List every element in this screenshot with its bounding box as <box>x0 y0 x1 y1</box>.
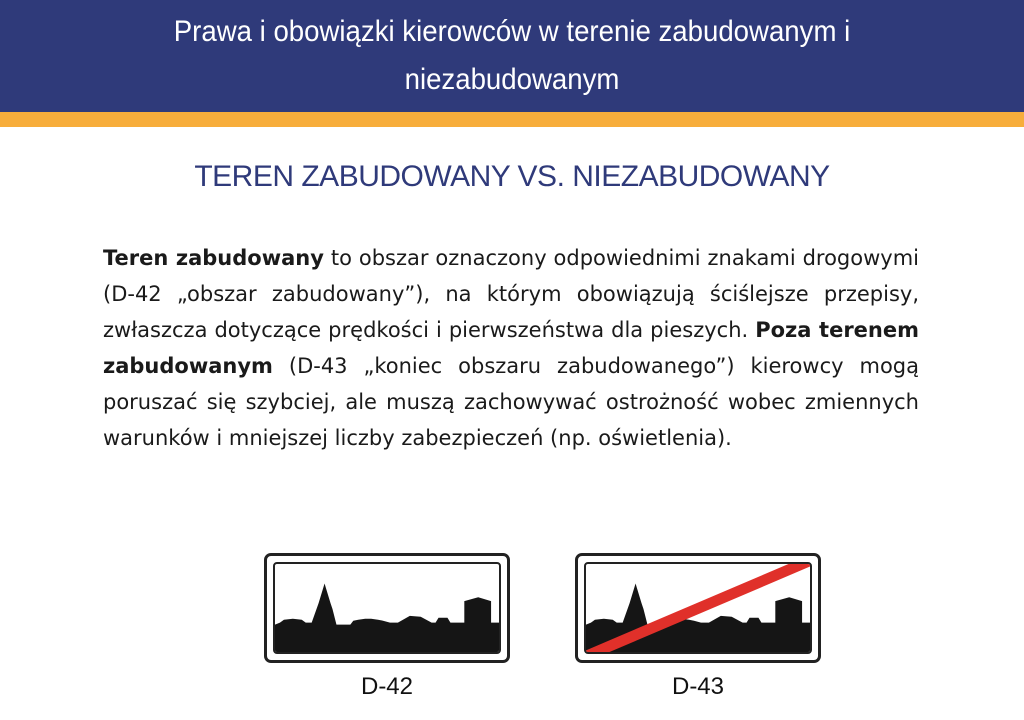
built-up-area-sign-icon <box>273 562 501 654</box>
paragraph-text-2: (D-43 „koniec obszaru zabudowanego”) kierowcy mogą poruszać się szybciej, ale muszą zachowywać ostrożność wobec zmiennych warunków i mniejszej liczby zabezpieczeń (np. oświetlenia). <box>103 354 919 450</box>
body-paragraph <box>103 240 919 456</box>
accent-stripe <box>0 112 1024 127</box>
sign-d43-label: D-43 <box>671 673 725 700</box>
sign-d42 <box>264 553 510 663</box>
section-heading: TEREN ZABUDOWANY VS. NIEZABUDOWANY <box>194 160 830 193</box>
term-built-up: Teren zabudowany <box>103 246 324 270</box>
sign-d43 <box>575 553 821 663</box>
town-silhouette-icon <box>275 564 499 652</box>
term-outside-built-up: Poza terenem zabudowanym <box>103 318 919 378</box>
paragraph-text-1: to obszar oznaczony odpowiednimi znakami drogowymi (D-42 „obszar zabudowany”), na którym obowiązują ściślejsze przepisy, zwłaszcza dotyczące prędkości i pierwszeństwa dla pieszych. <box>103 246 920 342</box>
header-banner <box>0 0 1024 112</box>
end-built-up-area-sign-icon <box>584 562 812 654</box>
page-title: Prawa i obowiązki kierowców w terenie zabudowanym i niezabudowanym <box>173 15 851 96</box>
town-silhouette-crossed-icon <box>586 564 810 652</box>
sign-d42-label: D-42 <box>360 673 414 700</box>
